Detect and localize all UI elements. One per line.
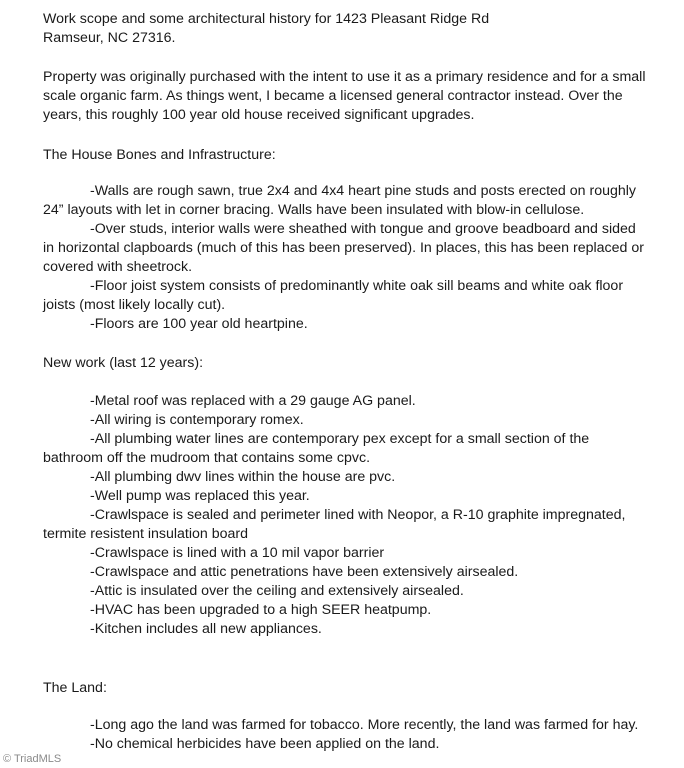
intro-line: Property was originally purchased with the intent to use it as a primary residence and for a small <box>43 69 646 85</box>
copyright-watermark: © TriadMLS <box>3 753 62 765</box>
section-heading-land: The Land: <box>43 680 107 696</box>
bones-item: -Floor joist system consists of predominantly white oak sill beams and white oak floor <box>90 278 624 294</box>
document-address: Ramseur, NC 27316. <box>43 30 176 46</box>
bones-item-continued: 24” layouts with let in corner bracing. Walls have been insulated with blow-in cellulose. <box>43 202 585 218</box>
bones-item-continued: joists (most likely locally cut). <box>43 297 226 313</box>
new-work-item: -Well pump was replaced this year. <box>90 488 310 504</box>
section-heading-new-work: New work (last 12 years): <box>43 355 204 371</box>
new-work-item: -All plumbing water lines are contemporary pex except for a small section of the <box>90 431 590 447</box>
new-work-item-continued: bathroom off the mudroom that contains some cpvc. <box>43 450 371 466</box>
land-item: -No chemical herbicides have been applied on the land. <box>90 736 440 752</box>
new-work-item: -Crawlspace is lined with a 10 mil vapor barrier <box>90 545 385 561</box>
document-title: Work scope and some architectural history for 1423 Pleasant Ridge Rd <box>43 11 490 27</box>
new-work-item: -Kitchen includes all new appliances. <box>90 621 322 637</box>
new-work-item-continued: termite resistent insulation board <box>43 526 249 542</box>
new-work-item: -Crawlspace and attic penetrations have been extensively airsealed. <box>90 564 519 580</box>
land-item: -Long ago the land was farmed for tobacco. More recently, the land was farmed for hay. <box>90 717 639 733</box>
new-work-item: -All plumbing dwv lines within the house are pvc. <box>90 469 396 485</box>
bones-item: -Over studs, interior walls were sheathed with tongue and groove beadboard and sided <box>90 221 636 237</box>
new-work-item: -All wiring is contemporary romex. <box>90 412 304 428</box>
new-work-item: -Metal roof was replaced with a 29 gauge AG panel. <box>90 393 416 409</box>
new-work-item: -Crawlspace is sealed and perimeter lined with Neopor, a R-10 graphite impregnated, <box>90 507 626 523</box>
bones-item-continued: in horizontal clapboards (much of this has been preserved). In places, this has been replaced or <box>43 240 644 256</box>
new-work-item: -Attic is insulated over the ceiling and extensively airsealed. <box>90 583 464 599</box>
intro-line: years, this roughly 100 year old house received significant upgrades. <box>43 107 475 123</box>
bones-item: -Floors are 100 year old heartpine. <box>90 316 308 332</box>
section-heading-bones: The House Bones and Infrastructure: <box>43 147 276 163</box>
intro-line: scale organic farm. As things went, I became a licensed general contractor instead. Over the <box>43 88 623 104</box>
bones-item-continued: covered with sheetrock. <box>43 259 193 275</box>
bones-item: -Walls are rough sawn, true 2x4 and 4x4 heart pine studs and posts erected on roughly <box>90 183 637 199</box>
new-work-item: -HVAC has been upgraded to a high SEER heatpump. <box>90 602 432 618</box>
